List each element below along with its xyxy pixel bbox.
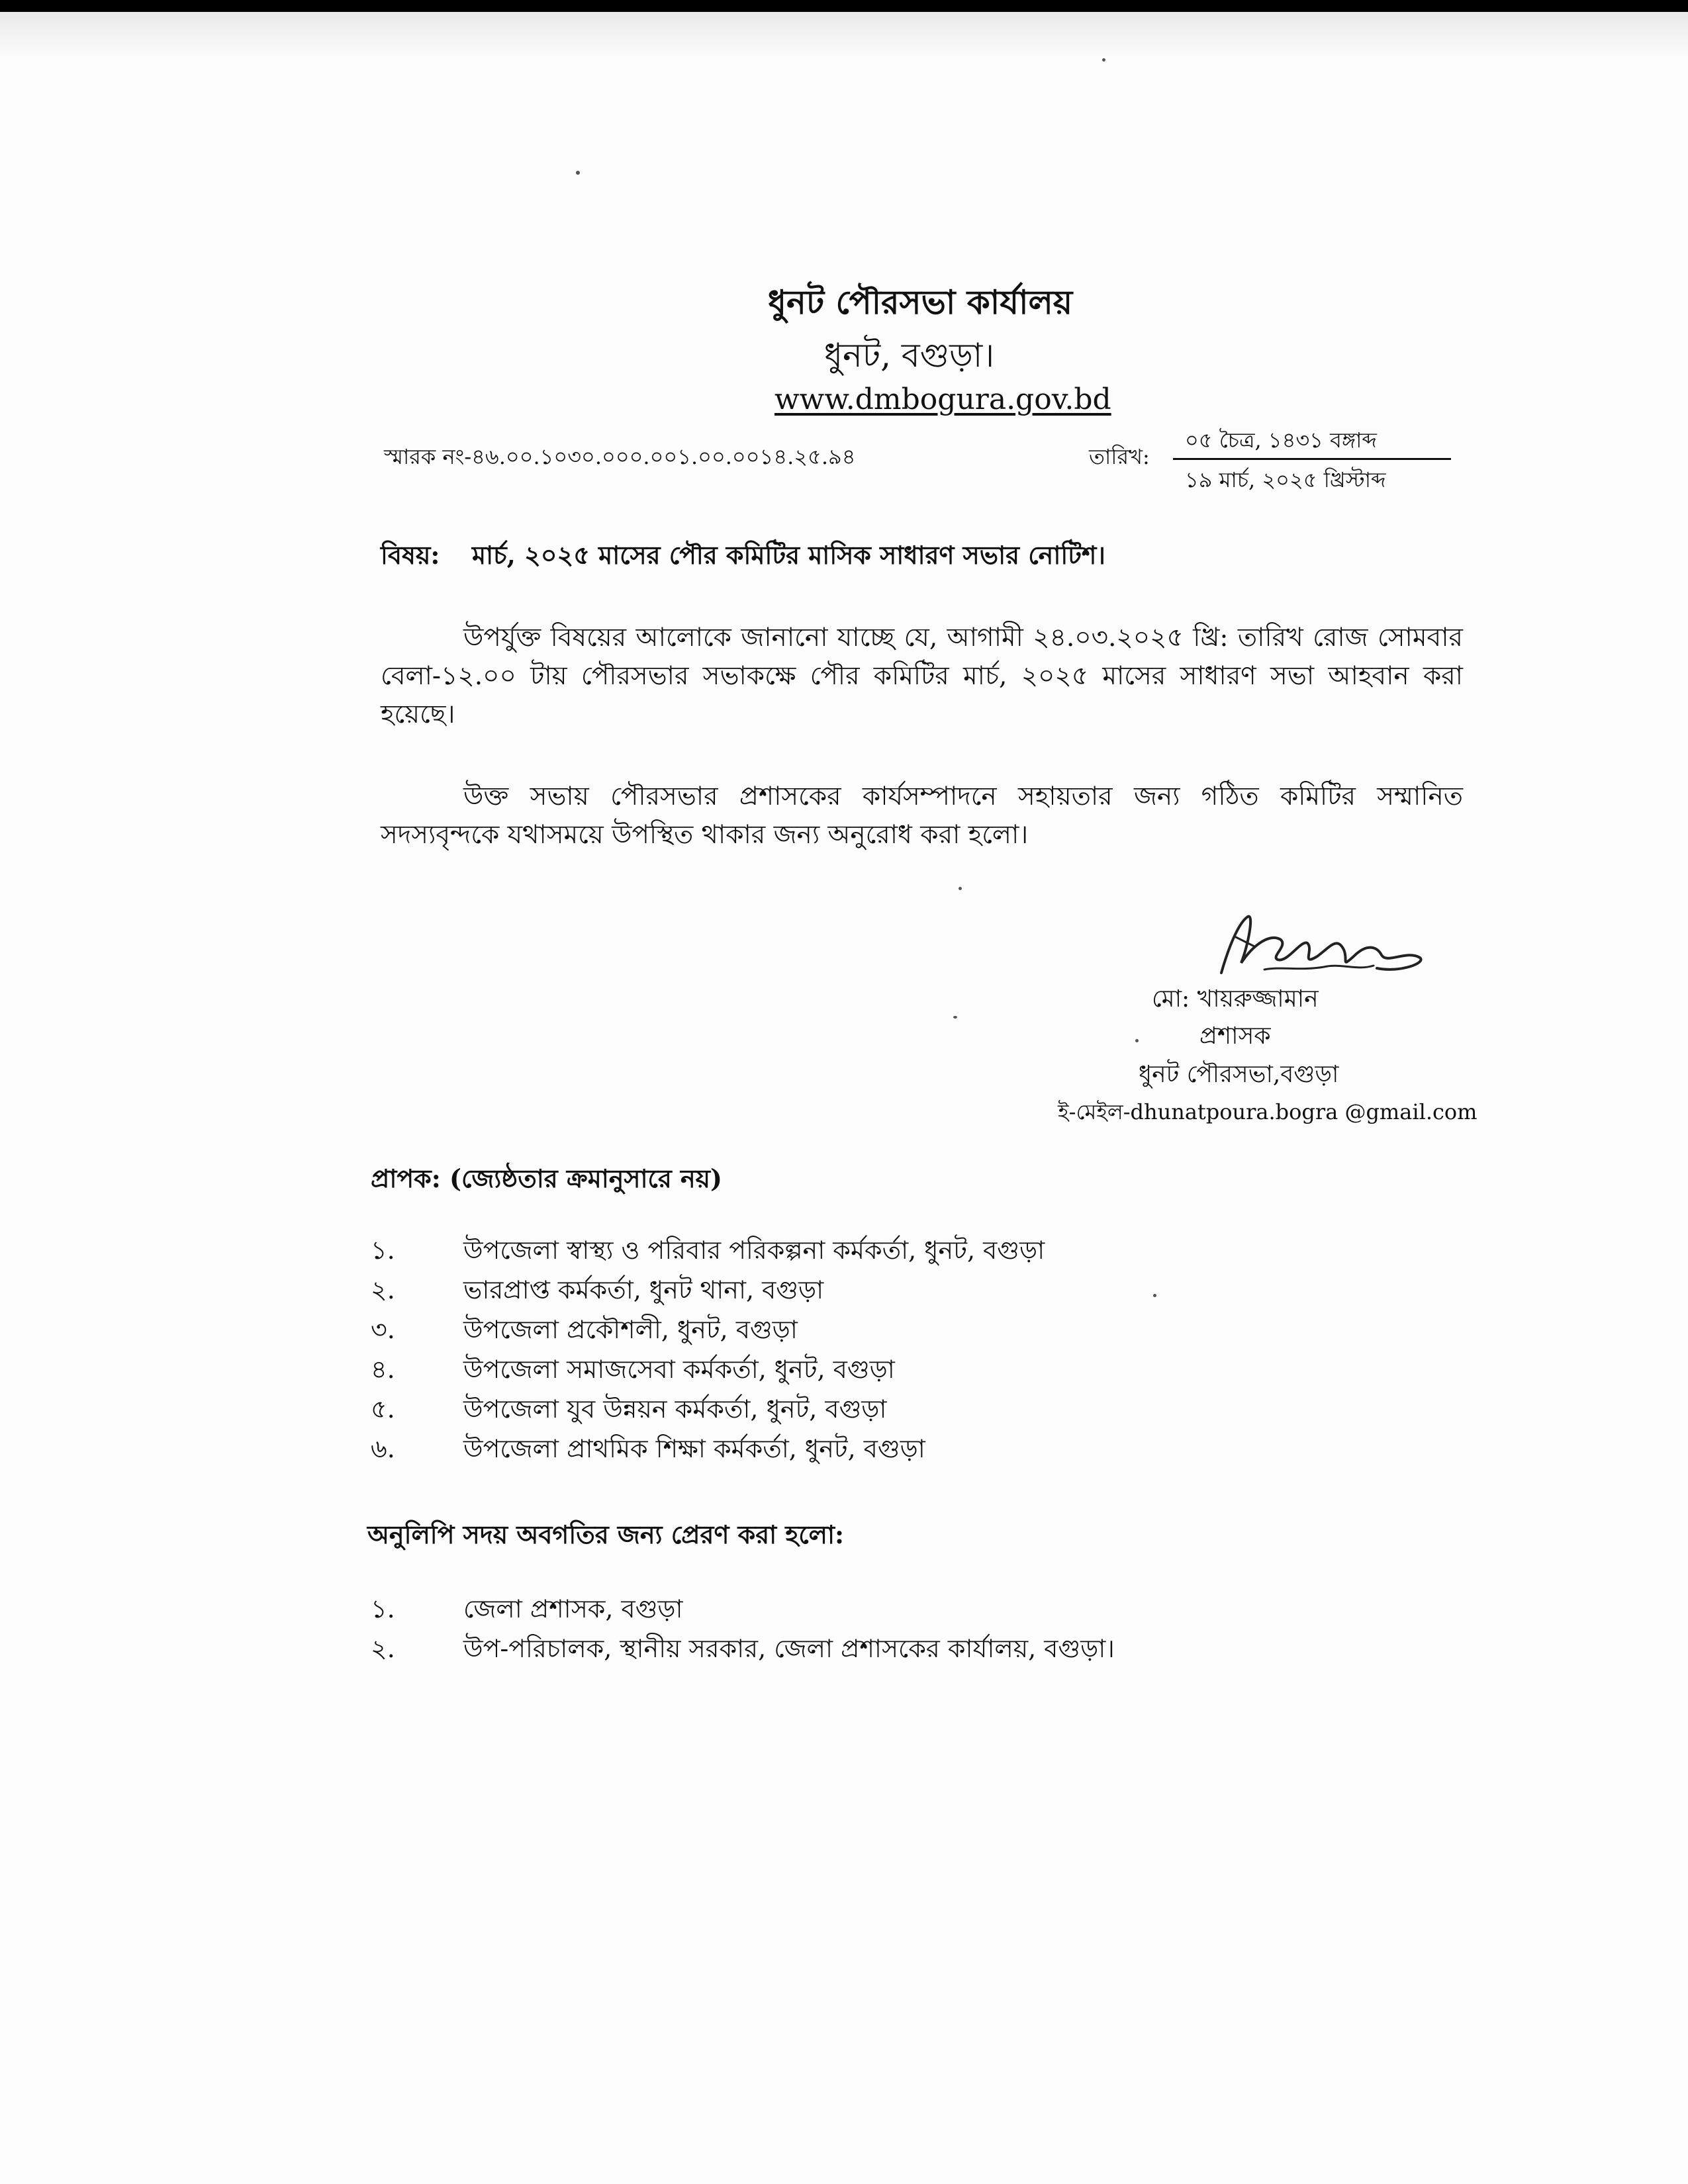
list-number: ৬. xyxy=(371,1434,395,1463)
list-number: ৫. xyxy=(371,1394,395,1424)
scan-speck xyxy=(1102,58,1105,62)
list-number: ১. xyxy=(371,1236,395,1265)
scan-shadow xyxy=(0,12,1688,58)
date-label: তারিখ: xyxy=(1089,444,1150,469)
scan-speck xyxy=(959,887,962,890)
list-number: ১. xyxy=(371,1594,395,1623)
body-paragraph-2: উক্ত সভায় পৌরসভার প্রশাসকের কার্যসম্পাদনে সহায়তার জন্য গঠিত কমিটির সম্মানিত সদস্যবৃন্দকে যথাসময়ে উপস্থিত থাকার জন্য অনুরোধ করা হলো। xyxy=(381,782,1463,850)
date-divider xyxy=(1173,458,1451,460)
list-text: উপজেলা প্রকৌশলী, ধুনট, বগুড়া xyxy=(463,1315,798,1344)
scan-edge xyxy=(0,0,1688,12)
list-text: উপজেলা স্বাস্থ্য ও পরিবার পরিকল্পনা কর্মকর্তা, ধুনট, বগুড়া xyxy=(463,1236,1045,1265)
list-text: জেলা প্রশাসক, বগুড়া xyxy=(463,1594,683,1623)
list-text: উপ-পরিচালক, স্থানীয় সরকার, জেলা প্রশাসকের কার্যালয়, বগুড়া। xyxy=(463,1634,1115,1663)
signatory-office: ধুনট পৌরসভা,বগুড়া xyxy=(1139,1061,1339,1088)
copies-heading: অনুলিপি সদয় অবগতির জন্য প্রেরণ করা হলো: xyxy=(367,1520,844,1549)
office-location: ধুনট, বগুড়া। xyxy=(824,336,995,375)
memo-reference: স্মারক নং-৪৬.০০.১০৩০.০০০.০০১.০০.০০১৪.২৫.৯৪ xyxy=(384,444,856,469)
list-text: উপজেলা সমাজসেবা কর্মকর্তা, ধুনট, বগুড়া xyxy=(463,1355,895,1384)
list-number: ৪. xyxy=(371,1355,395,1384)
subject-text: মার্চ, ২০২৫ মাসের পৌর কমিটির মাসিক সাধারণ সভার নোটিশ। xyxy=(472,540,1105,570)
date-bangla: ০৫ চৈত্র, ১৪৩১ বঙ্গাব্দ xyxy=(1185,428,1377,453)
signatory-name: মো: খায়রুজ্জামান xyxy=(1152,985,1319,1013)
list-text: ভারপ্রাপ্ত কর্মকর্তা, ধুনট থানা, বগুড়া xyxy=(463,1275,824,1304)
office-name: ধুনট পৌরসভা কার্যালয় xyxy=(768,283,1073,322)
website-link: www.dmbogura.gov.bd xyxy=(774,383,1111,416)
scan-speck xyxy=(953,1016,957,1019)
signatory-email: ই-মেইল-dhunatpoura.bogra @gmail.com xyxy=(1058,1099,1477,1124)
list-number: ২. xyxy=(371,1634,395,1663)
scan-speck xyxy=(1135,1039,1139,1042)
date-gregorian: ১৯ মার্চ, ২০২৫ খ্রিস্টাব্দ xyxy=(1185,467,1386,492)
body-paragraph-1: উপর্যুক্ত বিষয়ের আলোকে জানানো যাচ্ছে যে, আগামী ২৪.০৩.২০২৫ খ্রি: তারিখ রোজ সোমবার বেলা-১২.০০ টায় পৌরসভার সভাকক্ষে পৌর কমিটির মার্চ, ২০২৫ মাসের সাধারণ সভা আহবান করা হয়েছে। xyxy=(381,623,1463,729)
subject-label: বিষয়: xyxy=(381,540,440,570)
recipients-heading: প্রাপক: (জ্যেষ্ঠতার ক্রমানুসারে নয়) xyxy=(371,1163,722,1193)
list-number: ৩. xyxy=(371,1315,395,1344)
list-text: উপজেলা প্রাথমিক শিক্ষা কর্মকর্তা, ধুনট, বগুড়া xyxy=(463,1434,925,1463)
handwritten-signature xyxy=(1208,910,1430,983)
list-text: উপজেলা যুব উন্নয়ন কর্মকর্তা, ধুনট, বগুড়া xyxy=(463,1394,887,1424)
scan-speck xyxy=(1153,1294,1156,1297)
scan-speck xyxy=(576,171,580,175)
list-number: ২. xyxy=(371,1275,395,1304)
signatory-designation: প্রশাসক xyxy=(1199,1023,1271,1050)
